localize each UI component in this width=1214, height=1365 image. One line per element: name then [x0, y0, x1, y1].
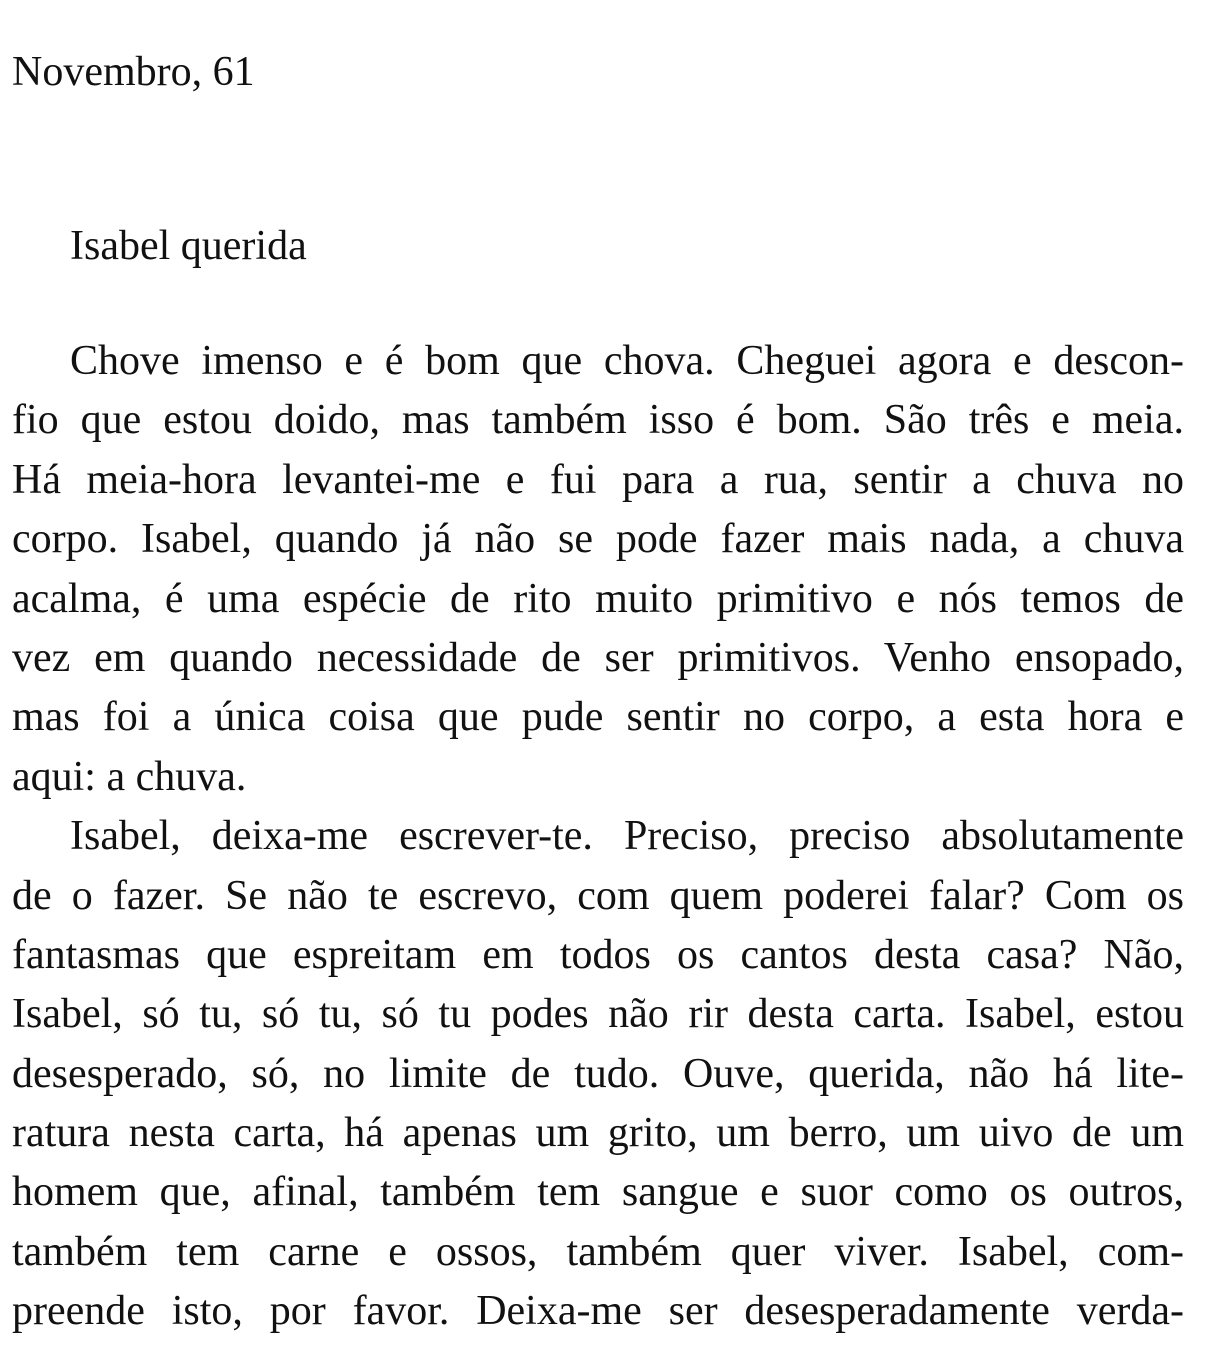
dateline: Novembro, 61: [12, 49, 255, 95]
text-line: acalma, é uma espécie de rito muito primitivo e nós temos de: [12, 575, 1184, 622]
text-line: ratura nesta carta, há apenas um grito, um berro, um uivo de um: [12, 1110, 1184, 1157]
text-line: desesperado, só, no limite de tudo. Ouve, querida, não há lite-: [12, 1050, 1184, 1097]
text-line: também tem carne e ossos, também quer viver. Isabel, com-: [12, 1228, 1184, 1275]
salutation: Isabel querida: [70, 223, 307, 269]
text-line: homem que, afinal, também tem sangue e suor como os outros,: [12, 1169, 1184, 1216]
text-line: corpo. Isabel, quando já não se pode fazer mais nada, a chuva: [12, 516, 1184, 563]
text-line: vez em quando necessidade de ser primitivos. Venho ensopado,: [12, 634, 1184, 681]
text-line: Isabel, só tu, só tu, só tu podes não rir desta carta. Isabel, estou: [12, 991, 1184, 1038]
text-line: de o fazer. Se não te escrevo, com quem poderei falar? Com os: [12, 872, 1184, 919]
text-line: Chove imenso e é bom que chova. Cheguei agora e descon-: [70, 338, 1184, 384]
letter-body: [12, 332, 1184, 1342]
text-line: Isabel, deixa-me escrever-te. Preciso, preciso absolutamente: [70, 813, 1184, 860]
text-line: preende isto, por favor. Deixa-me ser desesperadamente verda-: [12, 1288, 1184, 1335]
text-line: fantasmas que espreitam em todos os cantos desta casa? Não,: [12, 931, 1184, 978]
text-line: mas foi a única coisa que pude sentir no corpo, a esta hora e: [12, 694, 1184, 741]
text-line: Há meia-hora levantei-me e fui para a rua, sentir a chuva no: [12, 456, 1184, 503]
text-line: fio que estou doido, mas também isso é bom. São três e meia.: [12, 397, 1184, 444]
text-line: aqui: a chuva.: [12, 753, 247, 800]
